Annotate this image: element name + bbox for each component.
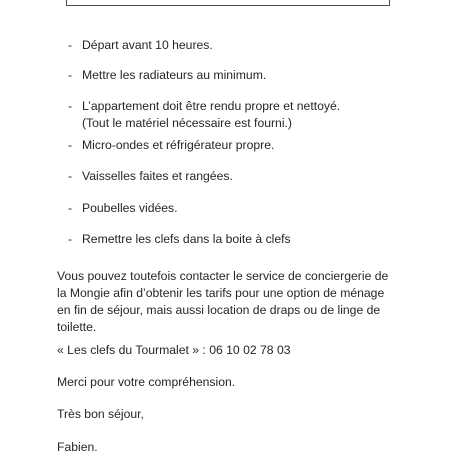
- list-item: [68, 37, 213, 54]
- paragraph-line: Vous pouvez toutefois contacter le service de conciergerie de: [57, 269, 389, 283]
- list-item: [68, 231, 291, 248]
- list-item: [68, 137, 274, 154]
- signature: Fabien.: [57, 440, 98, 454]
- bullet-dash: -: [68, 138, 73, 152]
- thanks-line: Merci pour votre compréhension.: [57, 375, 236, 389]
- bullet-dash: -: [68, 169, 73, 183]
- list-item: [68, 67, 266, 84]
- list-item: [68, 168, 233, 185]
- list-item-text: L’appartement doit être rendu propre et nettoyé.: [82, 99, 341, 113]
- paragraph-line: en fin de séjour, mais aussi location de draps ou de linge de: [57, 303, 381, 317]
- list-item-subtext: (Tout le matériel nécessaire est fourni.): [82, 116, 292, 130]
- bullet-dash: -: [68, 68, 73, 82]
- list-item-text: Mettre les radiateurs au minimum.: [82, 68, 267, 82]
- list-item-text: Départ avant 10 heures.: [82, 38, 213, 52]
- bullet-dash: -: [68, 38, 73, 52]
- list-item-text: Poubelles vidées.: [82, 201, 178, 215]
- paragraph-line: la Mongie afin d’obtenir les tarifs pour une option de ménage: [57, 286, 385, 300]
- list-item: [68, 200, 178, 217]
- contact-paragraph: [57, 268, 387, 336]
- concierge-contact-line: « Les clefs du Tourmalet » : 06 10 02 78 03: [57, 343, 291, 357]
- top-frame-border: [66, 0, 390, 6]
- greeting-line: Très bon séjour,: [57, 407, 144, 421]
- list-item-text: Remettre les clefs dans la boite à clefs: [82, 232, 291, 246]
- list-item: [68, 98, 340, 132]
- bullet-dash: -: [68, 232, 73, 246]
- bullet-dash: -: [68, 99, 73, 113]
- paragraph-line: toilette.: [57, 320, 97, 334]
- bullet-dash: -: [68, 201, 73, 215]
- list-item-text: Micro-ondes et réfrigérateur propre.: [82, 138, 275, 152]
- list-item-text: Vaisselles faites et rangées.: [82, 169, 233, 183]
